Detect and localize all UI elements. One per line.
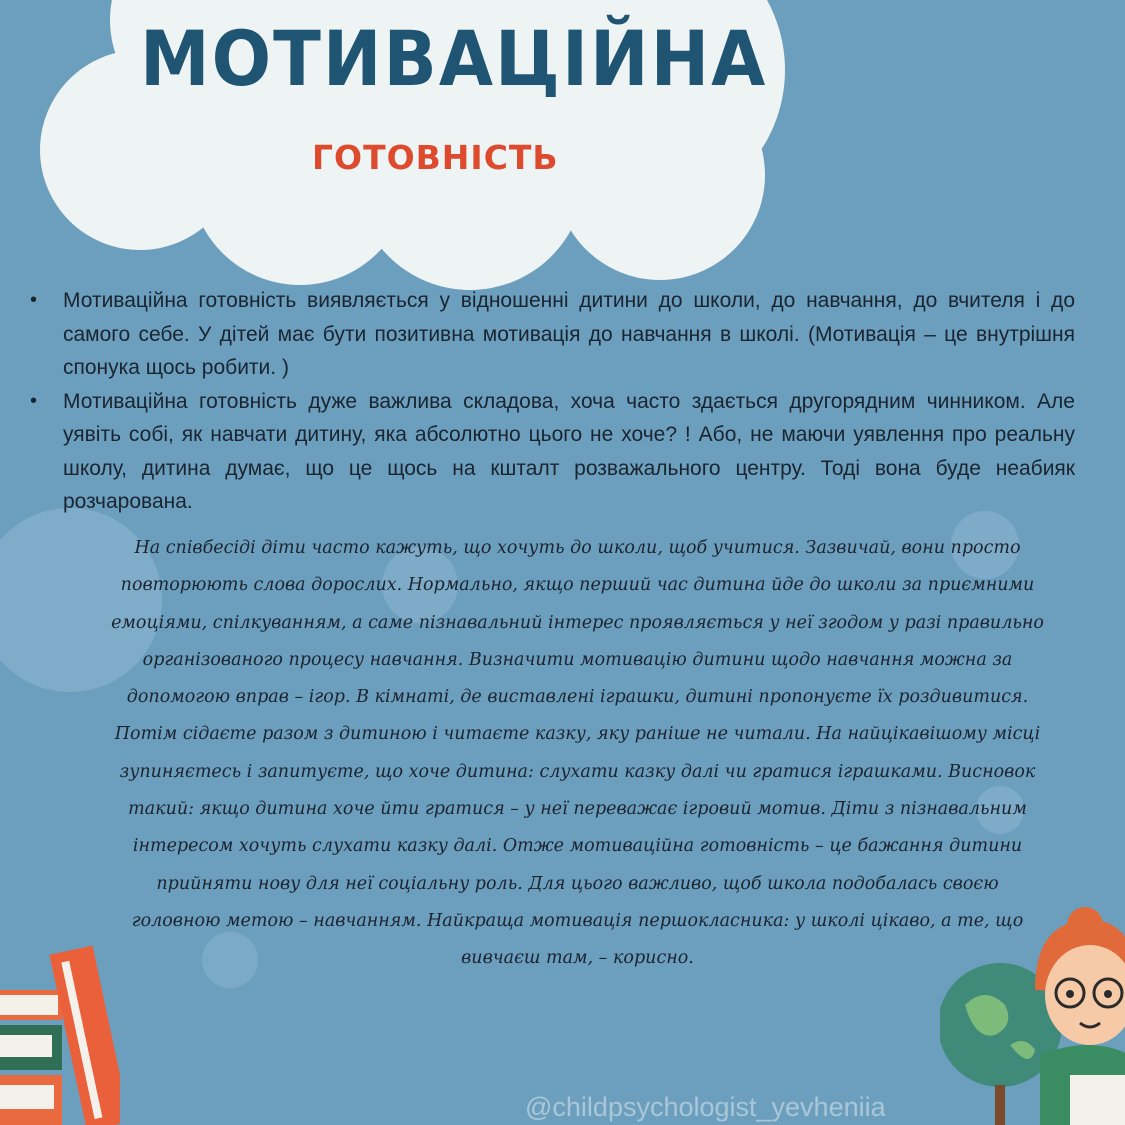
page-title: МОТИВАЦІЙНА bbox=[140, 14, 768, 104]
page-subtitle: ГОТОВНІСТЬ bbox=[312, 138, 559, 177]
author-handle: @childpsychologist_yevheniia bbox=[525, 1092, 886, 1122]
books-illustration bbox=[0, 940, 120, 1125]
bullet-list bbox=[30, 284, 1075, 519]
bullet-item: • Мотиваційна готовність дуже важлива складова, хоча часто здається другорядним чинником. Але уявіть собі, як навчати дитину, яка абсолютно цього не хоче? ! Або, не маючи уявлення про реальну школу, дитина думає, що це щось на кшталт розважального центру. Тоді вона буде неабияк розчарована. bbox=[30, 385, 1075, 519]
girl-with-globe-illustration bbox=[940, 895, 1125, 1125]
handwritten-paragraph: На співбесіді діти часто кажуть, що хочуть до школи, щоб учитися. Зазвичай, вони просто повторюють слова дорослих. Нормально, якщо перший час дитина йде до школи за приємними емоціями, спілкуванням, а саме пізнавальний інтерес проявляється у неї згодом у разі правильно організованого процесу навчання. Визначити мотивацію дитини щодо навчання можна за допомогою вправ – ігор. В кімнаті, де виставлені іграшки, дитині пропонуєте їх роздивитися. Потім сідаєте разом з дитиною і читаєте казку, яку раніше не читали. На найцікавішому місці зупиняєтесь і запитуєте, що хоче дитина: слухати казку далі чи гратися іграшками. Висновок такий: якщо дитина хоче йти гратися – у неї переважає ігровий мотив. Діти з пізнавальним інтересом хочуть слухати казку далі. Отже мотиваційна готовність – це бажання дитини прийняти нову для неї соціальну роль. Для цього важливо, щоб школа подобалась своєю головною метою – навчанням. Найкраща мотивація першокласника: у школі цікаво, а те, що вивчаєш там, – корисно. bbox=[111, 538, 1044, 969]
bullet-item: • Мотиваційна готовність виявляється у відношенні дитини до школи, до навчання, до вчителя і до самого себе. У дітей має бути позитивна мотивація до навчання в школі. (Мотивація – це внутрішня спонука щось робити. ) bbox=[30, 284, 1075, 385]
